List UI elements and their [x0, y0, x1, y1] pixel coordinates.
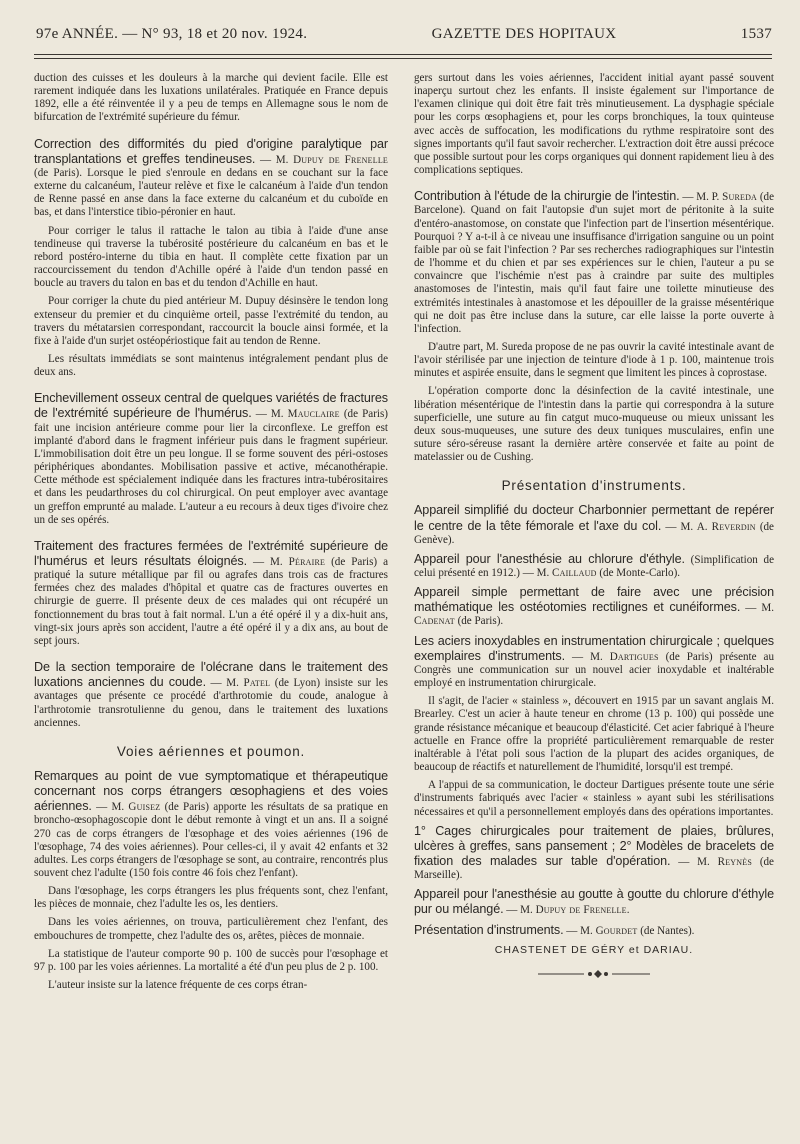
author-name: Péraire	[288, 556, 326, 568]
section-heading-presentation: Présentation d'instruments.	[501, 478, 687, 494]
issue-info: 97e ANNÉE. — N° 93, 18 et 20 nov. 1924.	[36, 26, 308, 42]
article-title: Remarques au point de vue symptomatique et thérapeutique concernant nos corps étrangers œsophagiens et des voies aériennes.	[34, 768, 388, 814]
article-title: Appareil simple permettant de faire avec une précision mathématique les ostéotomies rectilignes et cunéiformes.	[414, 585, 774, 615]
article-title: Correction des difformités du pied d'origine paralytique par transplantations et greffes tendineuses.	[34, 136, 388, 166]
page-number: 1537	[740, 26, 772, 42]
reporters-signature: CHASTENET DE GÉRY et DARIAU.	[494, 943, 694, 956]
header-rule-top	[34, 54, 772, 55]
author-name: Sureda	[722, 191, 758, 204]
article-title: Les aciers inoxydables en instrumentation chirurgicale ; quelques exemplaires d'instruments.	[414, 633, 774, 663]
journal-title: GAZETTE DES HOPITAUX	[431, 26, 617, 42]
article-title: Appareil pour l'anesthésie au goutte à goutte du chlorure d'éthyle pur ou mélangé.	[414, 887, 774, 917]
article-title: Appareil pour l'anesthésie au chlorure d'éthyle.	[414, 551, 685, 566]
article-title: De la section temporaire de l'olécrane dans le traitement des luxations anciennes du coude.	[34, 660, 388, 690]
paragraph: Dans l'œsophage, les corps étrangers les plus fréquents sont, chez l'enfant, les pièces de monnaie, chez l'adulte les os, les dentiers.	[34, 885, 388, 911]
author-name: Dartigues	[609, 650, 659, 663]
article-title: Contribution à l'étude de la chirurgie de l'intestin.	[414, 189, 680, 204]
instrument-cages-chirurgicales: 1° Cages chirurgicales pour traitement de plaies, brûlures, ulcères à greffes, sans pansement ; 2° Modèles de bracelets de fixation des malades sur table d'opération. — M. Reynès (de Marseille).	[414, 823, 774, 882]
paragraph: Pour corriger la chute du pied antérieur M. Dupuy désinsère le tendon long extenseur du premier et du cinquième orteil, passe l'extrémité du tendon, au travers du métatarsien correspondant, raccourcit la boucle ainsi formée, et la fixe à l'aide d'un surjet ostéopériostique fait au tendon de Renne.	[34, 295, 388, 347]
paragraph: La statistique de l'auteur comporte 90 p. 100 de succès pour l'œsophage et 97 p. 100 par les voies aériennes. La mortalité a été d'un peu plus de 2 p. 100.	[34, 947, 388, 973]
continued-paragraph: gers surtout dans les voies aériennes, l'accident initial ayant passé souvent inaperçu surtout chez les enfants. Il insiste également sur l'importance de l'examen clinique qui doit être fait très minutieusement. La dysphagie spéciale pour les corps œsophagiens et, pour les corps bronchiques, la toux quinteuse avec accès de suffocation, les modifications du rythme respiratoire sont des signes importants qu'il faut savoir rechercher. L'extraction doit être aussi précoce que possible surtout pour les corps organiques qui donnent rapidement lieu à des complications septiques.	[414, 72, 774, 177]
paragraph: Pour corriger le talus il rattache le talon au tibia à l'aide d'une anse tendineuse qui traverse la tubérosité postérieure du calcanéum en bas et le rebord postéro-interne du tibia en haut. Il complète cette fixation par un raccourcissement du tendon d'Achille opéré à l'aide d'un tendon passé en boucle au travers du talon en bas et du tendon d'Achille en haut.	[34, 224, 388, 290]
paragraph: Les résultats immédiats se sont maintenus intégralement pendant plus de deux ans.	[34, 352, 388, 379]
instrument-charbonnier: Appareil simplifié du docteur Charbonnier permettant de repérer le centre de la tête fémorale et l'axe du col. — M. A. Reverdin (de Genève).	[414, 503, 774, 546]
instrument-osteotomies: Appareil simple permettant de faire avec une précision mathématique les ostéotomies rectilignes et cunéiformes. — M. Cadenat (de Paris).	[414, 585, 775, 628]
article-chirurgie-intestin: Contribution à l'étude de la chirurgie de l'intestin. — M. P. Sureda (de Barcelone). Quand on fait l'autopsie d'un sujet mort de péritonite à la suite d'entéro-anastomose, on constate que l'infection part de l'insertion mésentérique. Pourquoi ? Y a-t-il à ce niveau une insuffisance d'irrigation sanguine ou un point faible par où se fait l'infection ? Par ses recherches radiographiques sur l'intestin de l'homme et du chien et par ses expériences sur le chien, l'auteur a pu se convaincre que l'ischémie n'est pas à craindre par suite des multiples anastomoses de l'intestin, mais qu'il faut faire une toilette minutieuse des extrémités intestinales à anastomose et les dépouiller de la graisse mésentérique qui ne doit pas être incluse dans la suture, car elle laisse la porte ouverte à l'infection.	[414, 189, 774, 335]
right-column	[414, 72, 774, 983]
author-name: Reynès	[717, 855, 752, 868]
paragraph: D'autre part, M. Sureda propose de ne pas ouvrir la cavité intestinale avant de l'avoir stérilisée par une injection de teinture d'iode à 1 p. 100, maintenue trois minutes et aspirée ensuite, dans le segment que limitent les pinces à coprostase.	[414, 340, 774, 380]
instrument-goutte-a-goutte: Appareil pour l'anesthésie au goutte à goutte du chlorure d'éthyle pur ou mélangé. — M. Dupuy de Frenelle.	[414, 887, 774, 917]
end-ornament	[414, 964, 774, 983]
instrument-aciers-inoxydables: Les aciers inoxydables en instrumentation chirurgicale ; quelques exemplaires d'instruments. — M. Dartigues (de Paris) présente au Congrès une communication sur un nouvel acier inoxydable et inaltérable employé en instrumentation chirurgicale.	[414, 633, 775, 690]
author-name: Mauclaire	[287, 408, 340, 421]
article-title: Enchevillement osseux central de quelques variétés de fractures de l'extrémité supérieure de l'humérus.	[34, 391, 388, 421]
paragraph: L'opération comporte donc la désinfection de la cavité intestinale, une libération mésentérique de l'intestin dans la partie qui correspondra à la suture superficielle, une suture au fin catgut muco-muqueuse ou mieux unissant les deux sous-muqueuses, une suture des deux tuniques musculaires, enfin une suture séro-séreuse rasant la dernière artère conservée et faite au point de matelassier ou de Cushing.	[414, 385, 774, 464]
article-corps-etrangers: Remarques au point de vue symptomatique et thérapeutique concernant nos corps étrangers œsophagiens et des voies aériennes. — M. Guisez (de Paris) apporte les résultats de sa pratique en broncho-œsophagoscopie dont le début remonte à vingt et un ans. Il a soigné 270 cas de corps étrangers de l'œsophage et des voies aériennes (196 de l'œsophage, 74 des voies aériennes). Pour celles-ci, il y avait 42 enfants et 32 adultes. Les corps étrangers de l'œsophage se sont, au contraire, rencontrés plus souvent chez l'adulte (150 fois contre 46 fois chez l'enfant).	[34, 768, 388, 879]
author-name: Guisez	[128, 801, 161, 814]
article-title: Traitement des fractures fermées de l'extrémité supérieure de l'humérus et leurs résultats éloignés.	[34, 538, 388, 568]
author-name: Caillaud	[552, 567, 597, 579]
running-header	[36, 26, 772, 48]
article-correction-difformites: Correction des difformités du pied d'origine paralytique par transplantations et greffes tendineuses. — M. Dupuy de Frenelle (de Paris). Lorsque le pied s'enroule en dedans en se couchant sur la face externe du calcanéum, l'auteur relève et fixe le calcanéum à l'aide d'un tendon de Renne passé en anse dans la face externe du calcanéum et du cuboïde en bas, et dans l'interstice tibio-péronier en haut.	[34, 136, 388, 219]
instrument-gourdet: Présentation d'instruments. — M. Gourdet (de Nantes).	[414, 922, 695, 937]
author-name: Reverdin	[711, 520, 756, 533]
paragraph: Il s'agit, de l'acier « stainless », découvert en 1915 par un savant anglais M. Brearley. C'est un acier à haute teneur en chrome (13 p. 100) qui possède une grande résistance mécanique et beaucoup d'élasticité. Cet acier fabriqué à l'heure actuelle en France offre la propriété particulièrement remarquable de rester inaltérable à l'état poli sous l'action de la plupart des acides organiques, de beaucoup de réactifs et naturellement de l'humidité, lorsqu'il est trempé.	[414, 695, 774, 774]
ornament-divider-icon	[534, 969, 654, 979]
article-enchevillement: Enchevillement osseux central de quelques variétés de fractures de l'extrémité supérieure de l'humérus. — M. Mauclaire (de Paris) fait une incision antérieure comme pour lier la circonflexe. Le greffon est implanté d'abord dans le fragment inférieur puis dans le fragment supérieur. L'immobilisation doit être un peu longue. Il se forme souvent des péri-ostoses périphériques abondantes. Mobilisation passive et active, mécanothérapie. Cette méthode est spécialement indiquée dans les fractures intra-tubérositaires et dans les peudarthroses du col chirurgical. On peut employer avec avantage un greffon emprunté au malade. L'auteur a eu recours à deux tiges d'ivoire chez un de ses opérés.	[34, 391, 388, 526]
article-olecrane: De la section temporaire de l'olécrane dans le traitement des luxations anciennes du coude. — M. Patel (de Lyon) insiste sur les avantages que présente ce procédé d'arthrotomie du coude, analogue à l'arthrotomie transrotulienne du genou, dans le traitement des luxations anciennes.	[34, 660, 388, 729]
article-title: Présentation d'instruments.	[414, 922, 564, 937]
section-heading-voies-aeriennes: Voies aériennes et poumon.	[116, 743, 306, 759]
left-column	[34, 72, 388, 997]
author-name: Dupuy de Frenelle	[293, 153, 388, 166]
paragraph: A l'appui de sa communication, le docteur Dartigues présente toute une série d'instruments fabriqués avec l'acier « stainless » ayant subi les stérilisations nécessaires et qu'il a personnellement employés dans des opérations importantes.	[414, 779, 774, 818]
author-name: Patel	[243, 677, 271, 690]
author-name: Cadenat	[414, 615, 455, 628]
author-name: Gourdet	[595, 924, 638, 937]
header-rule-bottom	[34, 58, 772, 59]
article-title: Appareil simplifié du docteur Charbonnier permettant de repérer le centre de la tête fémorale et l'axe du col.	[414, 503, 774, 533]
instrument-chlorure-ethyle: Appareil pour l'anesthésie au chlorure d'éthyle. (Simplification de celui présenté en 1912.) — M. Caillaud (de Monte-Carlo).	[414, 551, 774, 579]
continued-paragraph: duction des cuisses et les douleurs à la marche qui devient facile. Elle est rarement indiquée dans les luxations unilatérales. Pratiquée en France depuis 1892, elle a été réinventée il y a peu de temps en Allemagne sous le nom de bifurcation de l'extrémité supérieure du fémur.	[34, 72, 388, 124]
author-name: Dupuy de Frenelle	[535, 904, 627, 917]
article-traitement-fractures: Traitement des fractures fermées de l'extrémité supérieure de l'humérus et leurs résultats éloignés. — M. Péraire (de Paris) a pratiqué la suture métallique par fil ou agrafes dans trois cas de fractures fermées chez des malades d'hôpital et quatre cas de fractures ouvertes en chirurgie de guerre. Il présente deux de ces malades qui ont récupéré un fonctionnement du bras tout à fait normal. L'un a été opéré il y a dix-huit ans, vingt-six jours après son accident, l'autre a été opéré il y a dix ans, au bout de sept jours.	[34, 538, 389, 647]
article-title: 1° Cages chirurgicales pour traitement de plaies, brûlures, ulcères à greffes, sans pansement ; 2° Modèles de bracelets de fixation des malades sur table d'opération.	[414, 823, 774, 868]
paragraph: Dans les voies aériennes, on trouva, particulièrement chez l'enfant, des embouchures de trompette, chez l'adulte des os, arêtes, pièces de monnaie.	[34, 916, 388, 942]
paragraph: L'auteur insiste sur la latence fréquente de ces corps étran-	[48, 979, 308, 992]
